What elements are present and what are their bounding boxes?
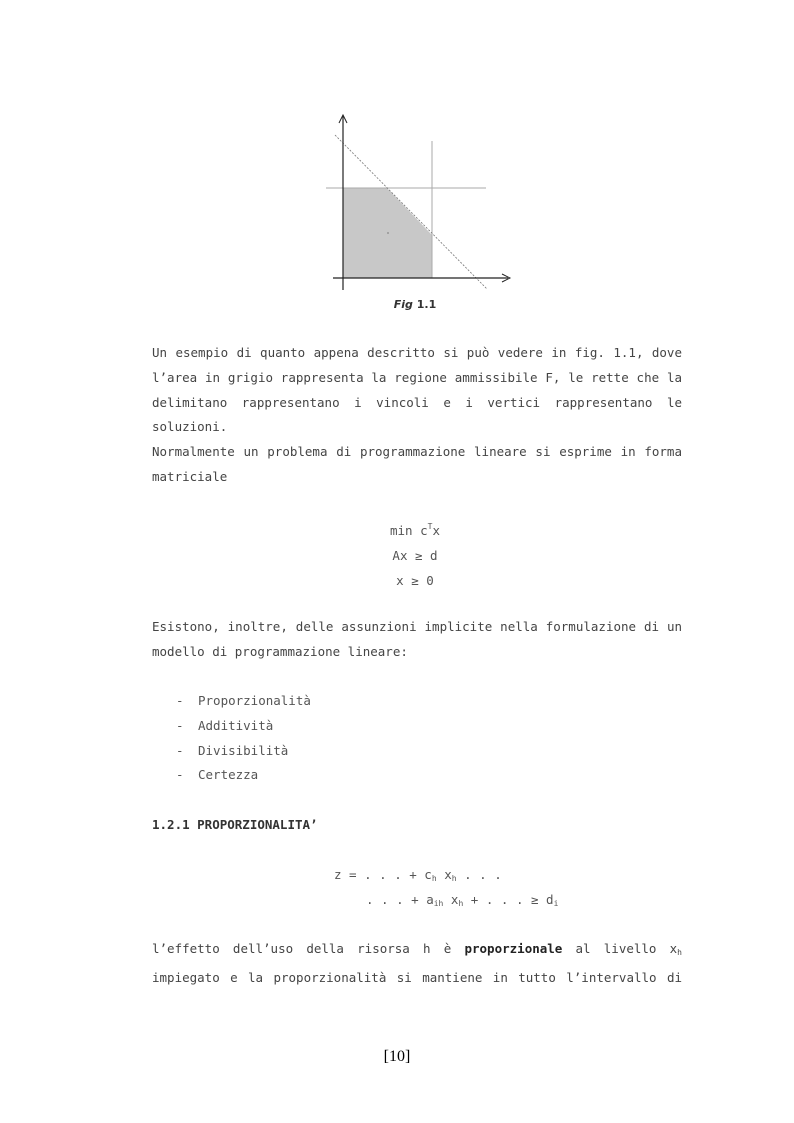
figure-caption [380,298,450,311]
intro-line: soluzioni. [152,419,228,435]
lp-model [330,514,500,593]
list-item: - Divisibilità [176,742,289,758]
feasible-region-figure [326,108,516,293]
assumptions-intro [152,615,682,665]
figure-caption-number: 1.1 [416,298,437,311]
intro-paragraph [152,341,682,490]
assumption-list [176,689,311,788]
constraint: Ax ≥ d [392,548,438,563]
intro-line: delimitano rappresentano i vincoli e i vertici rappresentano le [152,394,682,410]
closing-line: l’effetto dell’uso della risorsa h è proporzionale al livello $x_h$ [152,941,682,957]
intro-line: Un esempio di quanto appena descritto si può vedere in fig. 1.1, dove [152,345,682,360]
assumptions-line: modello di programmazione lineare: [152,643,408,659]
section-heading: 1.2.1 PROPORZIONALITA’ [152,817,318,832]
closing-paragraph [152,937,682,991]
intro-line: Normalmente un problema di programmazione lineare si esprime in forma [152,444,682,460]
objective-formula: z = . . . + $c_h$ $x_h$ . . . [334,867,502,883]
intro-line: matriciale [152,468,228,484]
page-number: [10] [383,1048,411,1065]
list-item: - Additività [176,717,274,733]
assumptions-line: Esistono, inoltre, delle assunzioni implicite nella formulazione di un [152,619,682,634]
bold-keyword: proporzionale [464,941,563,956]
constraint-formula: . . . + $a_{ih}$ $x_h$ + . . . ≥ $d_i$ [366,892,559,908]
figure-caption-prefix: Fig [393,298,413,311]
intro-line: l’area in grigio rappresenta la regione ammissibile F, le rette che la [152,369,682,385]
closing-line: impiegato e la proporzionalità si mantiene in tutto l’intervallo di [152,969,682,985]
list-item: - Certezza [176,767,259,783]
objective-function: $\min c^Tx$ [390,522,440,538]
nonnegativity: x ≥ 0 [396,573,434,588]
list-item: - Proporzionalità [176,693,311,708]
region-dot [387,232,388,233]
